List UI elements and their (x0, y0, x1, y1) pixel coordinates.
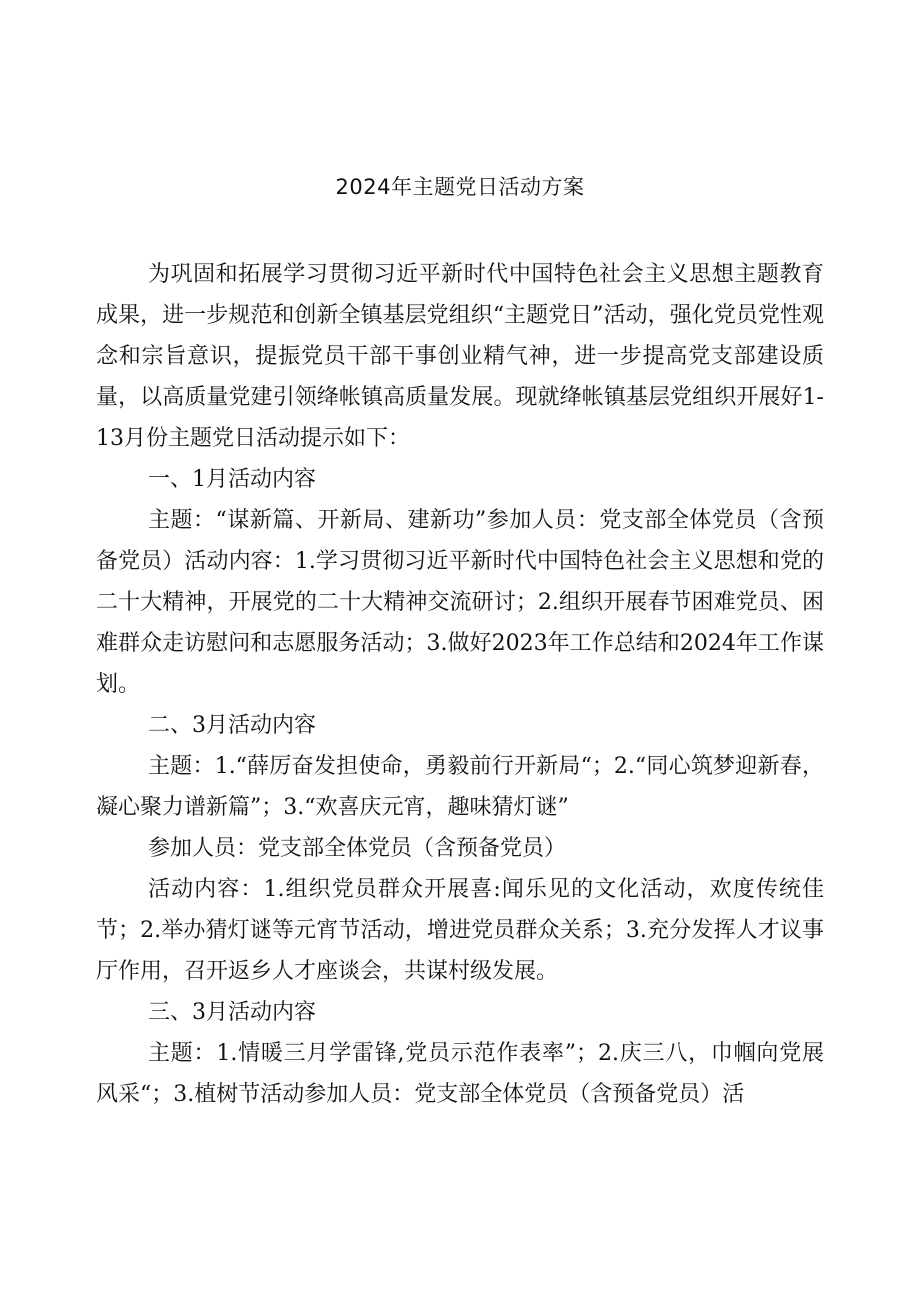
section-3-content: 主题：1.情暖三月学雷锋,党员示范作表率”；2.庆三八，巾帼向党展风采“；3.植树节活动参加人员：党支部全体党员（含预备党员）活 (96, 1041, 824, 1107)
section-2-participants: 参加人员：党支部全体党员（含预备党员） (148, 836, 567, 861)
section-heading-3: 三、3月活动内容 (148, 1000, 316, 1025)
section-2-theme: 主题：1.“薛厉奋发担使命，勇毅前行开新局“；2.“同心筑梦迎新春，凝心聚力谱新篇”；3.“欢喜庆元宵，趣味猜灯谜” (96, 754, 824, 820)
section-1-content: 主题：“谋新篇、开新局、建新功”参加人员：党支部全体党员（含预备党员）活动内容：1.学习贯彻习近平新时代中国特色社会主义思想和党的二十大精神，开展党的二十大精神交流研讨；2.组织开展春节困难党员、困难群众走访慰问和志愿服务活动；3.做好2023年工作总结和2024年工作谋划。 (96, 508, 824, 697)
document-title: 2024年主题党日活动方案 (335, 175, 585, 199)
intro-paragraph: 为巩固和拓展学习贯彻习近平新时代中国特色社会主义思想主题教育成果，进一步规范和创新全镇基层党组织“主题党日”活动，强化党员党性观念和宗旨意识，提振党员干部干事创业精气神，进一步提高党支部建设质量，以高质量党建引领绛帐镇高质量发展。现就绛帐镇基层党组织开展好1-13月份主题党日活动提示如下： (96, 262, 824, 451)
section-heading-1: 一、1月活动内容 (148, 467, 316, 492)
section-2-content: 活动内容：1.组织党员群众开展喜:闻乐见的文化活动，欢度传统佳节；2.举办猜灯谜等元宵节活动，增进党员群众关系；3.充分发挥人才议事厅作用，召开返乡人才座谈会，共谋村级发展。 (96, 877, 824, 984)
document-body (96, 254, 824, 1115)
section-heading-2: 二、3月活动内容 (148, 713, 316, 738)
